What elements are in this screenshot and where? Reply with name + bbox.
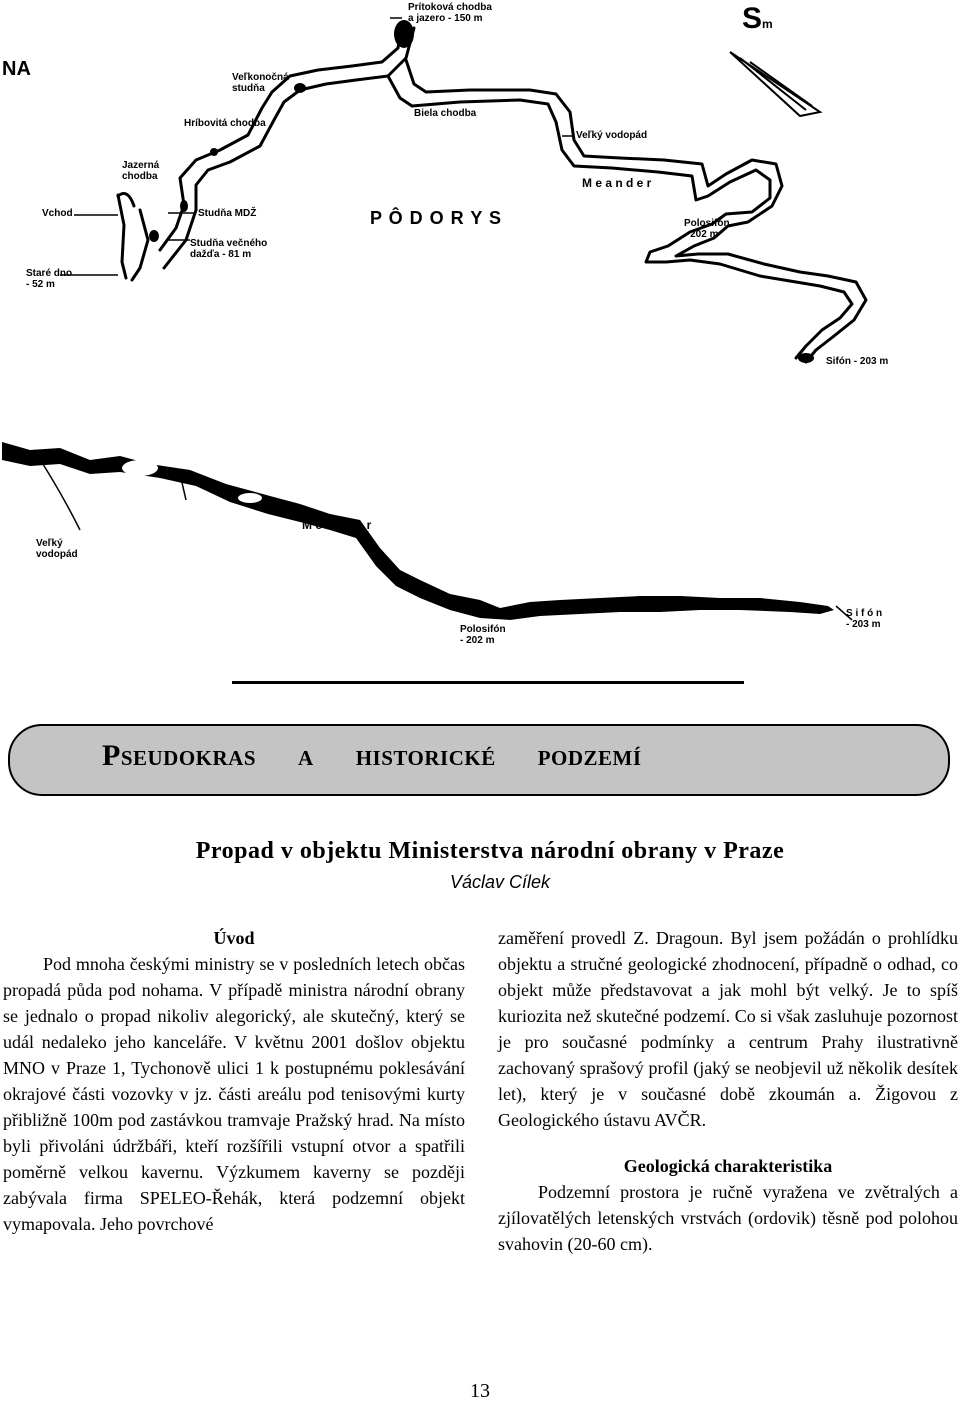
article-author: Václav Cílek — [449, 872, 551, 892]
plan-title: P Ô D O R Y S — [370, 208, 503, 228]
label-velky-vodopad: Veľký vodopád — [576, 130, 648, 141]
intro-paragraph-left: Pod mnoha českými ministry se v posledních letech občas propadá půda pod nohama. V případě ministra národní obrany se jednalo o propad nikoliv alegorický, ale skutečný, který se udál nedaleko jeho kanceláře. V květnu 2001 došlov objektu MNO v Praze 1, Tychonově ulici 1 k postupnému poklesávání okrajové části vozovky v jz. části areálu pod tenisovými kurty přibližně 100m pod zastávkou tramvaje Pražský hrad. Na místo byli přivoláni údržbáři, kteří rozšířili vstupní otvor a spatřili poměrně velkou kavernu. Výzkumem kaverny se později zabývala firma SPELEO-Řehák, která podzemní objekt vymapovala. Jeho povrchové — [3, 954, 465, 1234]
geology-paragraph: Podzemní prostora je ručně vyražena ve zvětralých a zjílovatělých letenských vrstvách (ordovik) těsně pod polohou svahovin (20-60 cm). — [498, 1182, 958, 1254]
left-column — [3, 925, 465, 1237]
intro-paragraph-right: zaměření provedl Z. Dragoun. Byl jsem požádán o prohlídku objektu a stručné geologické zhodnocení, případně o odhad, co objekt může představovat a jak mohl být velký. Je to spíš kuriozita než skutečné podzemí. Co si však zasluhuje pozornost je pro současné podmínky a centrum Prahy ilustrativně zachovaný sprašový profil (jaký se neobjevil už několik desítek let), který je v současné době zkoumán a. Žigovou z Geologického ústavu AVČR. — [498, 928, 958, 1130]
section-banner — [8, 724, 950, 796]
banner-word-4: podzemí — [537, 739, 642, 772]
label-hribovita: Hríbovitá chodba — [184, 118, 266, 129]
page-number: 13 — [470, 1380, 490, 1402]
banner-word-2: a — [298, 739, 314, 772]
label-jazerna: Jazerná chodba — [122, 160, 160, 182]
heading-geology: Geologická charakteristika — [623, 1156, 833, 1176]
cave-profile-map — [0, 430, 960, 630]
compass-unit: m — [762, 17, 773, 31]
profile-label-sifon: S i f ó n - 203 m — [846, 608, 883, 630]
profile-label-meander: M e a n d e r — [302, 518, 372, 532]
label-pritokova: Prítoková chodba a jazero - 150 m — [408, 2, 492, 24]
right-column — [498, 925, 958, 1257]
label-meander: M e a n d e r — [582, 176, 652, 190]
label-studna-vecneho: Studňa večného dažďa - 81 m — [190, 238, 268, 260]
label-biela: Biela chodba — [414, 108, 477, 119]
label-sifon: Sifón - 203 m — [826, 356, 889, 367]
horizontal-rule — [232, 681, 744, 684]
banner-word-1: Pseudokras — [102, 739, 257, 772]
north-arrow-icon — [730, 52, 820, 116]
label-vchod: Vchod — [42, 208, 73, 219]
compass-letter: S — [742, 2, 763, 35]
map-na-label: NA — [2, 58, 31, 80]
banner-word-3: historické — [355, 739, 496, 772]
section-banner-title — [10, 739, 960, 773]
article-title: Propad v objektu Ministerstva národní obrany v Praze — [195, 838, 785, 864]
profile-label-polosifon: Polosifón - 202 m — [460, 624, 506, 646]
label-stare-dno: Staré dno - 52 m — [26, 268, 73, 290]
profile-label-velky-vodopad: Veľký vodopád — [36, 538, 78, 560]
label-polosifon: Polosifón - 202 m — [684, 218, 730, 240]
label-studna-mdz: Studňa MDŽ — [198, 208, 257, 219]
compass-south-label — [742, 2, 773, 36]
label-velkonocna: Veľkonočná studňa — [232, 72, 289, 94]
heading-intro: Úvod — [213, 928, 255, 948]
